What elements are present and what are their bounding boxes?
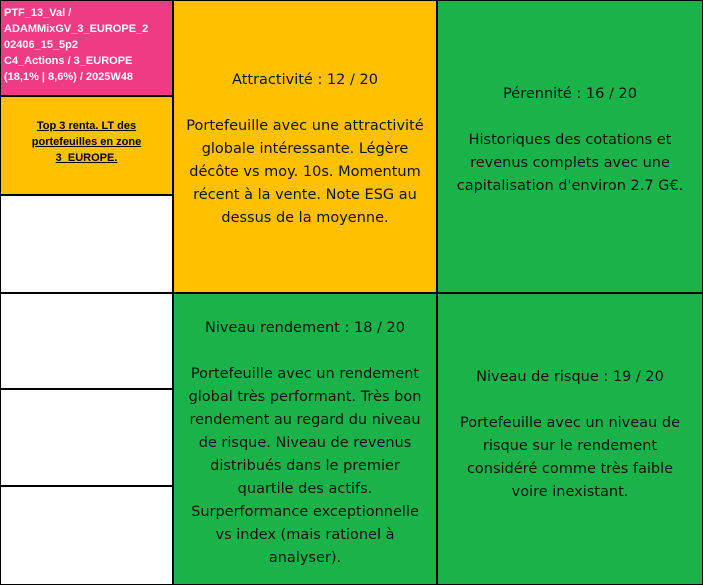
risque-title: Niveau de risque : 19 / 20: [476, 369, 664, 385]
rendement-card: [173, 293, 437, 585]
portfolio-info-text: PTF_13_Val / ADAMMixGV_3_EUROPE_2 02406_15_5p2 C4_Actions / 3_EUROPE (18,1% | 8,6%) / 2025W48: [4, 7, 149, 83]
rendement-description: Portefeuille avec un rendement global très performant. Très bon rendement au regard du niveau de risque. Niveau de revenus distribués dans le premier quartile des actifs. Surperformance exceptionnelle vs index (mais rationel à analyser).: [188, 365, 422, 566]
attractivite-title: Attractivité : 12 / 20: [232, 72, 378, 88]
rendement-title: Niveau rendement : 18 / 20: [205, 319, 405, 336]
attractivite-card: [173, 0, 437, 293]
top3-box: [0, 96, 173, 195]
empty-cell-2: [0, 293, 173, 389]
perennite-title: Pérennité : 16 / 20: [503, 86, 637, 102]
portfolio-info-box: [0, 0, 173, 96]
risque-description: Portefeuille avec un niveau de risque sur le rendement considéré comme très faible voire inexistant.: [460, 415, 680, 500]
empty-cell-4: [0, 486, 173, 585]
empty-cell-3: [0, 389, 173, 486]
risque-card: [437, 293, 703, 585]
attractivite-description: Portefeuille avec une attractivité globale intéressante. Légère décôte vs moy. 10s. Momentum récent à la vente. Note ESG au dessus de la moyenne.: [186, 118, 424, 226]
top3-link[interactable]: Top 3 renta. LT des portefeuilles en zone 3_EUROPE.: [31, 120, 142, 164]
perennite-card: [437, 0, 703, 293]
empty-cell-1: [0, 195, 173, 293]
perennite-description: Historiques des cotations et revenus complets avec une capitalisation d'environ 2.7 G€.: [456, 132, 684, 194]
